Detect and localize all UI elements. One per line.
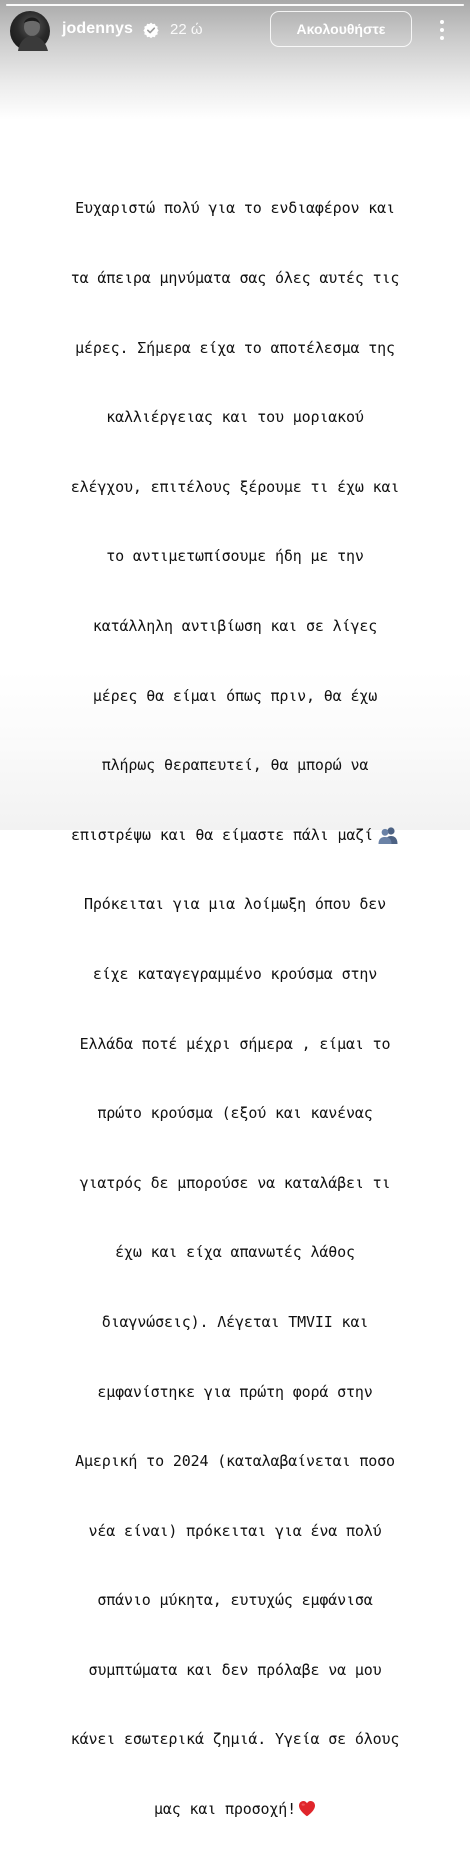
caption-line: επιστρέψω και θα είμαστε πάλι μαζί [71, 825, 373, 844]
more-options-icon[interactable] [437, 18, 447, 42]
red-heart-emoji-icon [298, 1800, 316, 1817]
caption-line: Ευχαριστώ πολύ για το ενδιαφέρον και [75, 199, 395, 218]
caption-line: νέα είναι) πρόκειται για ένα πολύ [88, 1521, 382, 1540]
caption-line: είχε καταγεγραμμένο κρούσμα στην [92, 964, 378, 983]
caption-line-with-emoji [18, 824, 452, 847]
people-emoji-icon [377, 826, 399, 844]
caption-line: καλλιέργειας και του μοριακού [106, 408, 364, 427]
caption-line-with-emoji [18, 1798, 452, 1821]
caption-line: πλήρως θεραπευτεί, θα μπορώ να [101, 756, 369, 775]
caption-line: τα άπειρα μηνύματα σας όλες αυτές τις [70, 269, 400, 287]
caption-line: γιατρός δε μπορούσε να καταλάβει τι [79, 1173, 391, 1192]
caption-line: Πρόκειται για μια λοίμωξη όπου δεν [84, 895, 386, 914]
avatar-photo [10, 11, 50, 51]
story-caption-text [18, 151, 452, 1868]
caption-line: διαγνώσεις). Λέγεται TMVII και [101, 1312, 369, 1331]
caption-line: πρώτο κρούσμα (εξού και κανένας [97, 1104, 373, 1123]
story-timestamp: 22 ώ [170, 21, 203, 38]
caption-line: εμφανίστηκε για πρώτη φορά στην [97, 1382, 373, 1401]
caption-line: Ελλάδα ποτέ μέχρι σήμερα , είμαι το [79, 1034, 391, 1053]
caption-line: σπάνιο μύκητα, ευτυχώς εμφάνισα [97, 1591, 373, 1610]
follow-button[interactable]: Ακολουθήστε [270, 11, 412, 47]
caption-line: μας και προσοχή! [153, 1800, 297, 1819]
caption-line: κάνει εσωτερικά ζημιά. Υγεία σε όλους [70, 1730, 400, 1749]
caption-line: το αντιμετωπίσουμε ήδη με την [106, 547, 364, 566]
caption-line: έχω και είχα απανωτές λάθος [115, 1243, 355, 1262]
caption-line: Αμερική το 2024 (καταλαβαίνεται ποσο [75, 1452, 395, 1471]
caption-line: μέρες θα είμαι όπως πριν, θα έχω [92, 686, 378, 705]
username[interactable]: jodennys [62, 20, 134, 37]
caption-line: κατάλληλη αντιβίωση και σε λίγες [92, 616, 378, 635]
story-progress-bar [6, 4, 464, 6]
story-progress-fill [6, 4, 464, 6]
verified-badge-icon [143, 22, 159, 38]
avatar[interactable] [10, 11, 50, 51]
caption-line: συμπτώματα και δεν πρόλαβε να μου [88, 1660, 382, 1679]
caption-line: μέρες. Σήμερα είχα το αποτέλεσμα της [75, 338, 395, 357]
caption-line: ελέγχου, επιτέλους ξέρουμε τι έχω και [70, 477, 400, 496]
story-header [0, 10, 470, 52]
